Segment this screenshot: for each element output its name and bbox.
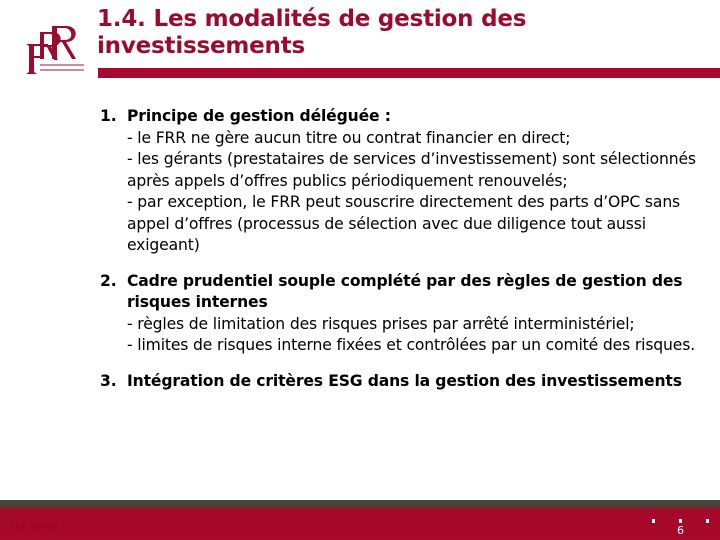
item-heading: Cadre prudentiel souple complété par des règles de gestion des risques internes (127, 271, 683, 311)
page-number: 6 (677, 524, 684, 537)
item-number: 1. (100, 107, 117, 125)
frr-logo-icon (22, 26, 86, 80)
item-line: - règles de limitation des risques prises par arrêté interministériel; (127, 314, 635, 333)
item-line: - limites de risques interne fixées et contrôlées par un comité des risques. (127, 336, 695, 354)
list-item (100, 271, 700, 357)
item-heading: Intégration de critères ESG dans la gestion des investissements (127, 371, 682, 390)
item-heading: Principe de gestion déléguée : (127, 107, 391, 125)
list-item (100, 371, 700, 393)
list-item (100, 106, 700, 257)
footer-label: CDC Interne (10, 522, 59, 531)
frr-logo (22, 26, 86, 80)
slide-title: 1.4. Les modalités de gestion des investissements (97, 6, 527, 59)
footer-dot-icon (679, 519, 682, 523)
item-line: - le FRR ne gère aucun titre ou contrat financier en direct; (127, 128, 571, 147)
item-line: - par exception, le FRR peut souscrire directement des parts d’OPC sans appel d’offres (processus de sélection avec due diligence tout aussi exigeant) (127, 193, 681, 254)
title-underline-bar (98, 68, 720, 78)
item-number: 2. (100, 271, 117, 290)
footer-dot-icon (652, 519, 655, 523)
footer-bar (0, 500, 720, 540)
item-number: 3. (100, 371, 117, 390)
slide-content (100, 106, 700, 392)
item-line: - les gérants (prestataires de services d’investissement) sont sélectionnés après appels d’offres publics périodiquement renouvelés; (127, 150, 696, 190)
footer-dot-icon (706, 519, 709, 523)
